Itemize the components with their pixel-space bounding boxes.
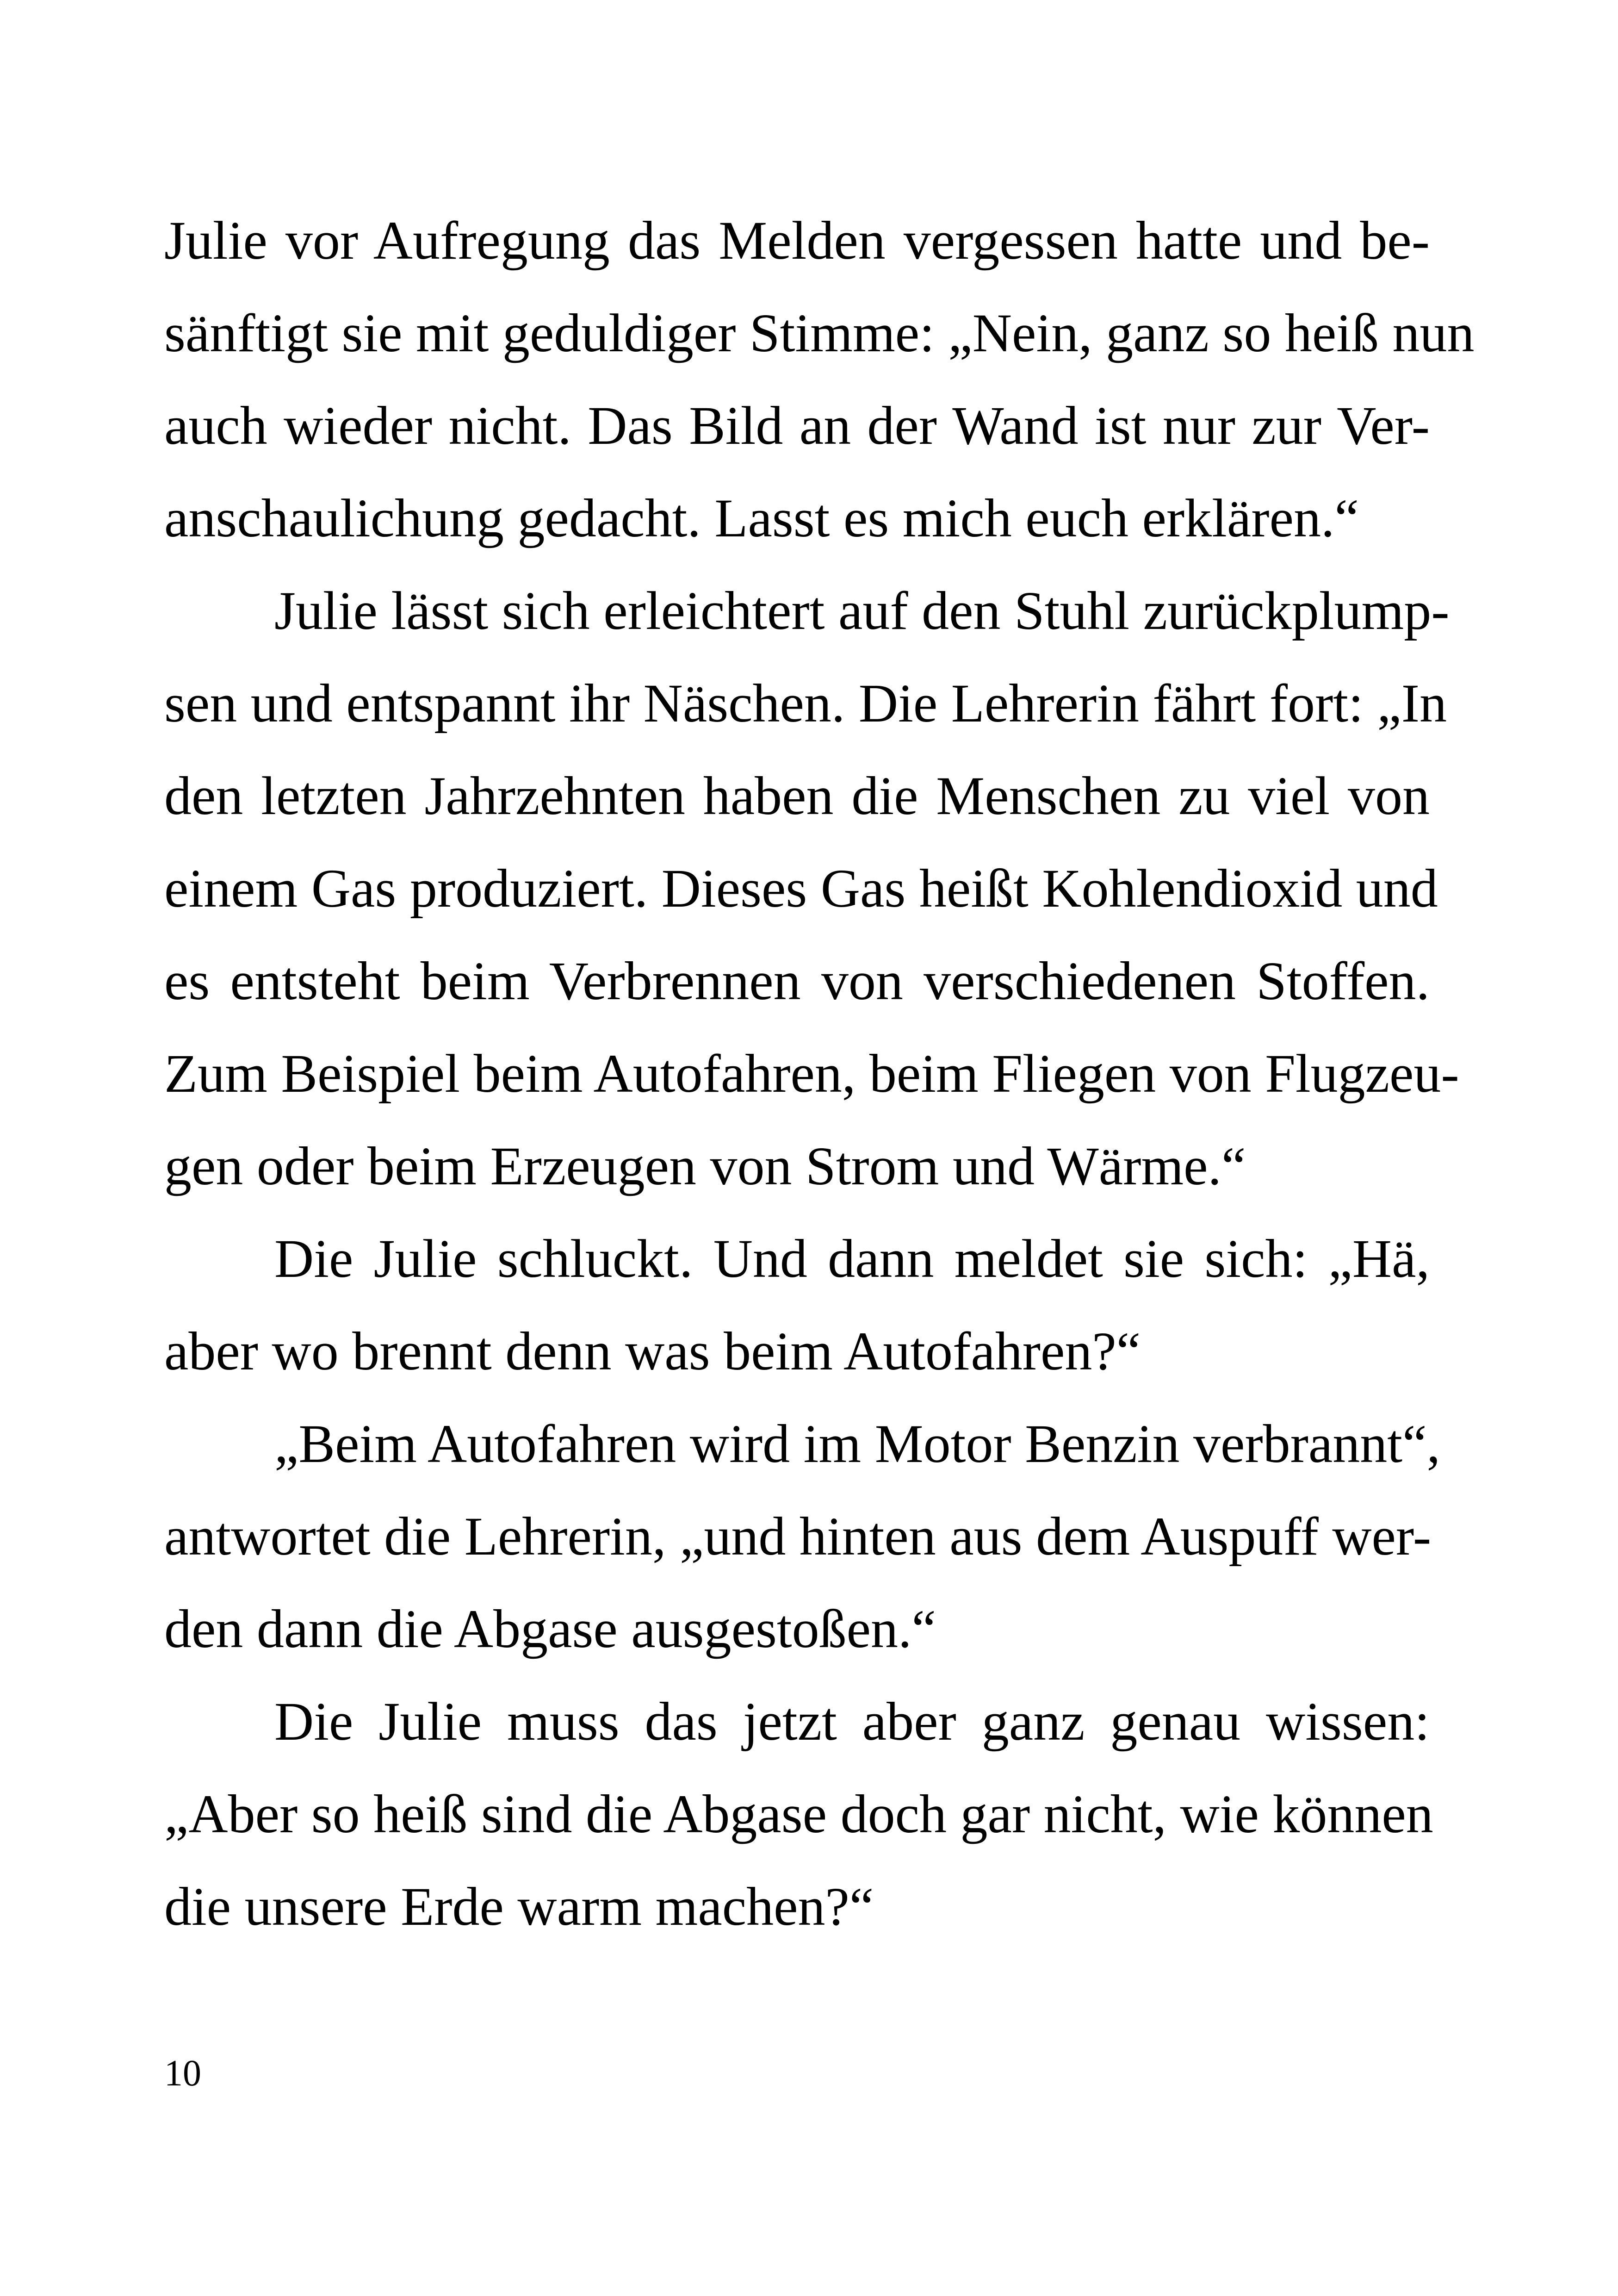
text-line: gen oder beim Erzeugen von Strom und Wärme.“ [164,1136,1246,1196]
text-line: sänftigt sie mit geduldiger Stimme: „Nein, ganz so heiß nun [164,303,1475,363]
text-line: Zum Beispiel beim Autofahren, beim Fliegen von Flugzeu- [164,1043,1459,1104]
text-line: antwortet die Lehrerin, „und hinten aus dem Auspuff wer- [164,1506,1432,1567]
text-line: „Aber so heiß sind die Abgase doch gar nicht, wie können [164,1784,1433,1844]
text-line: Die Julie schluckt. Und dann meldet sie sich: „Hä, [274,1228,1430,1289]
text-line: Julie lässt sich erleichtert auf den Stuhl zurückplump- [274,580,1450,641]
text-line: den letzten Jahrzehnten haben die Menschen zu viel von [164,765,1430,826]
text-line: aber wo brennt denn was beim Autofahren?“ [164,1321,1141,1381]
text-line: sen und entspannt ihr Näschen. Die Lehrerin fährt fort: „In [164,673,1447,734]
text-line: „Beim Autofahren wird im Motor Benzin verbrannt“, [274,1413,1440,1474]
text-line: den dann die Abgase ausgestoßen.“ [164,1599,936,1659]
text-line: auch wieder nicht. Das Bild an der Wand ist nur zur Ver- [164,395,1430,456]
text-line: die unsere Erde warm machen?“ [164,1876,874,1937]
page-number: 10 [164,2053,201,2094]
text-line: Julie vor Aufregung das Melden vergessen hatte und be- [164,210,1430,271]
body-text [164,194,1475,1953]
text-line: einem Gas produziert. Dieses Gas heißt Kohlendioxid und [164,858,1438,919]
text-line: anschaulichung gedacht. Lasst es mich euch erklären.“ [164,488,1359,548]
text-line: Die Julie muss das jetzt aber ganz genau wissen: [274,1691,1430,1752]
text-line: es entsteht beim Verbrennen von verschiedenen Stoffen. [164,951,1430,1011]
